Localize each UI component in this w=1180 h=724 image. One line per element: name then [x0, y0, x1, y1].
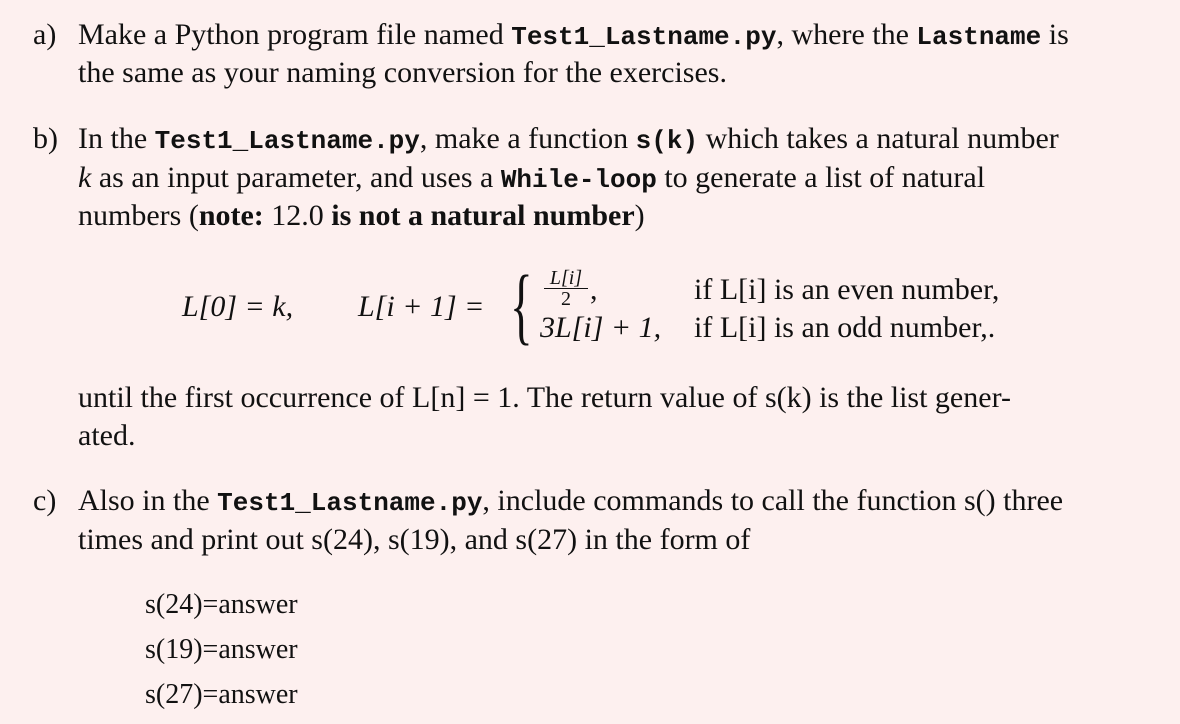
part-b-note: note:: [198, 199, 264, 232]
part-b-text-3: which takes a natural number: [698, 122, 1059, 155]
part-c-label: c): [33, 484, 57, 517]
part-b-text-1: In the: [78, 122, 155, 155]
formula-frac-comma: ,: [590, 273, 598, 306]
part-a-line-2: the same as your naming conversion for the exercises.: [78, 56, 727, 89]
part-b-text-2: , make a function: [419, 122, 636, 155]
part-b-line-3: [78, 198, 645, 234]
part-b-after-1: until the first occurrence of L[n] = 1. The return value of s(k) is the list gener-: [78, 381, 1011, 414]
part-c-filename: Test1_Lastname.py: [217, 488, 483, 518]
part-b-k: k: [78, 161, 92, 194]
part-c-line-1: [78, 483, 1063, 521]
formula-mid: L[i + 1] =: [358, 290, 485, 323]
formula-case1-cond: if L[i] is an even number,: [694, 273, 1000, 306]
part-c-text-1: Also in the: [78, 484, 218, 517]
formula-case2-cond: if L[i] is an odd number,.: [694, 311, 996, 344]
part-b-text-4: as an input parameter, and uses a: [91, 161, 501, 194]
part-b-function: s(k): [635, 126, 699, 156]
part-c-line-2: times and print out s(24), s(19), and s(27) in the form of: [78, 523, 751, 556]
output-line-1: s(24)=answer: [145, 589, 298, 620]
formula-fraction: [544, 268, 588, 309]
part-b-line-2: [78, 160, 985, 198]
part-c-text-2: , include commands to call the function s() three: [482, 484, 1064, 517]
part-b-label: b): [33, 122, 58, 155]
part-b-text-5: to generate a list of natural: [656, 161, 986, 194]
part-b-line-1: [78, 121, 1059, 159]
formula-left: L[0] = k,: [182, 290, 294, 323]
part-a-label: a): [33, 18, 57, 51]
formula-brace: {: [510, 257, 533, 353]
part-a-filename: Test1_Lastname.py: [511, 22, 777, 52]
formula-case2-expr: 3L[i] + 1,: [540, 311, 662, 344]
part-a-lastname: Lastname: [916, 22, 1042, 52]
part-b-after-2: ated.: [78, 419, 136, 452]
part-b-text-7: ): [634, 199, 645, 232]
part-b-text-6: numbers (: [78, 199, 199, 232]
part-a-text-3: is: [1041, 18, 1069, 51]
part-a-line-1: [78, 17, 1069, 55]
formula-frac-num: L[i]: [544, 268, 588, 289]
part-a-text-2: , where the: [776, 18, 917, 51]
formula-frac-den: 2: [561, 288, 571, 310]
part-b-while: While-loop: [500, 165, 657, 195]
output-line-3: s(27)=answer: [145, 679, 298, 710]
part-b-filename: Test1_Lastname.py: [154, 126, 420, 156]
part-b-note-bold: is not a natural number: [331, 199, 635, 232]
part-a-text-1: Make a Python program file named: [78, 18, 512, 51]
part-b-note-value: 12.0: [263, 199, 332, 232]
output-line-2: s(19)=answer: [145, 634, 298, 665]
